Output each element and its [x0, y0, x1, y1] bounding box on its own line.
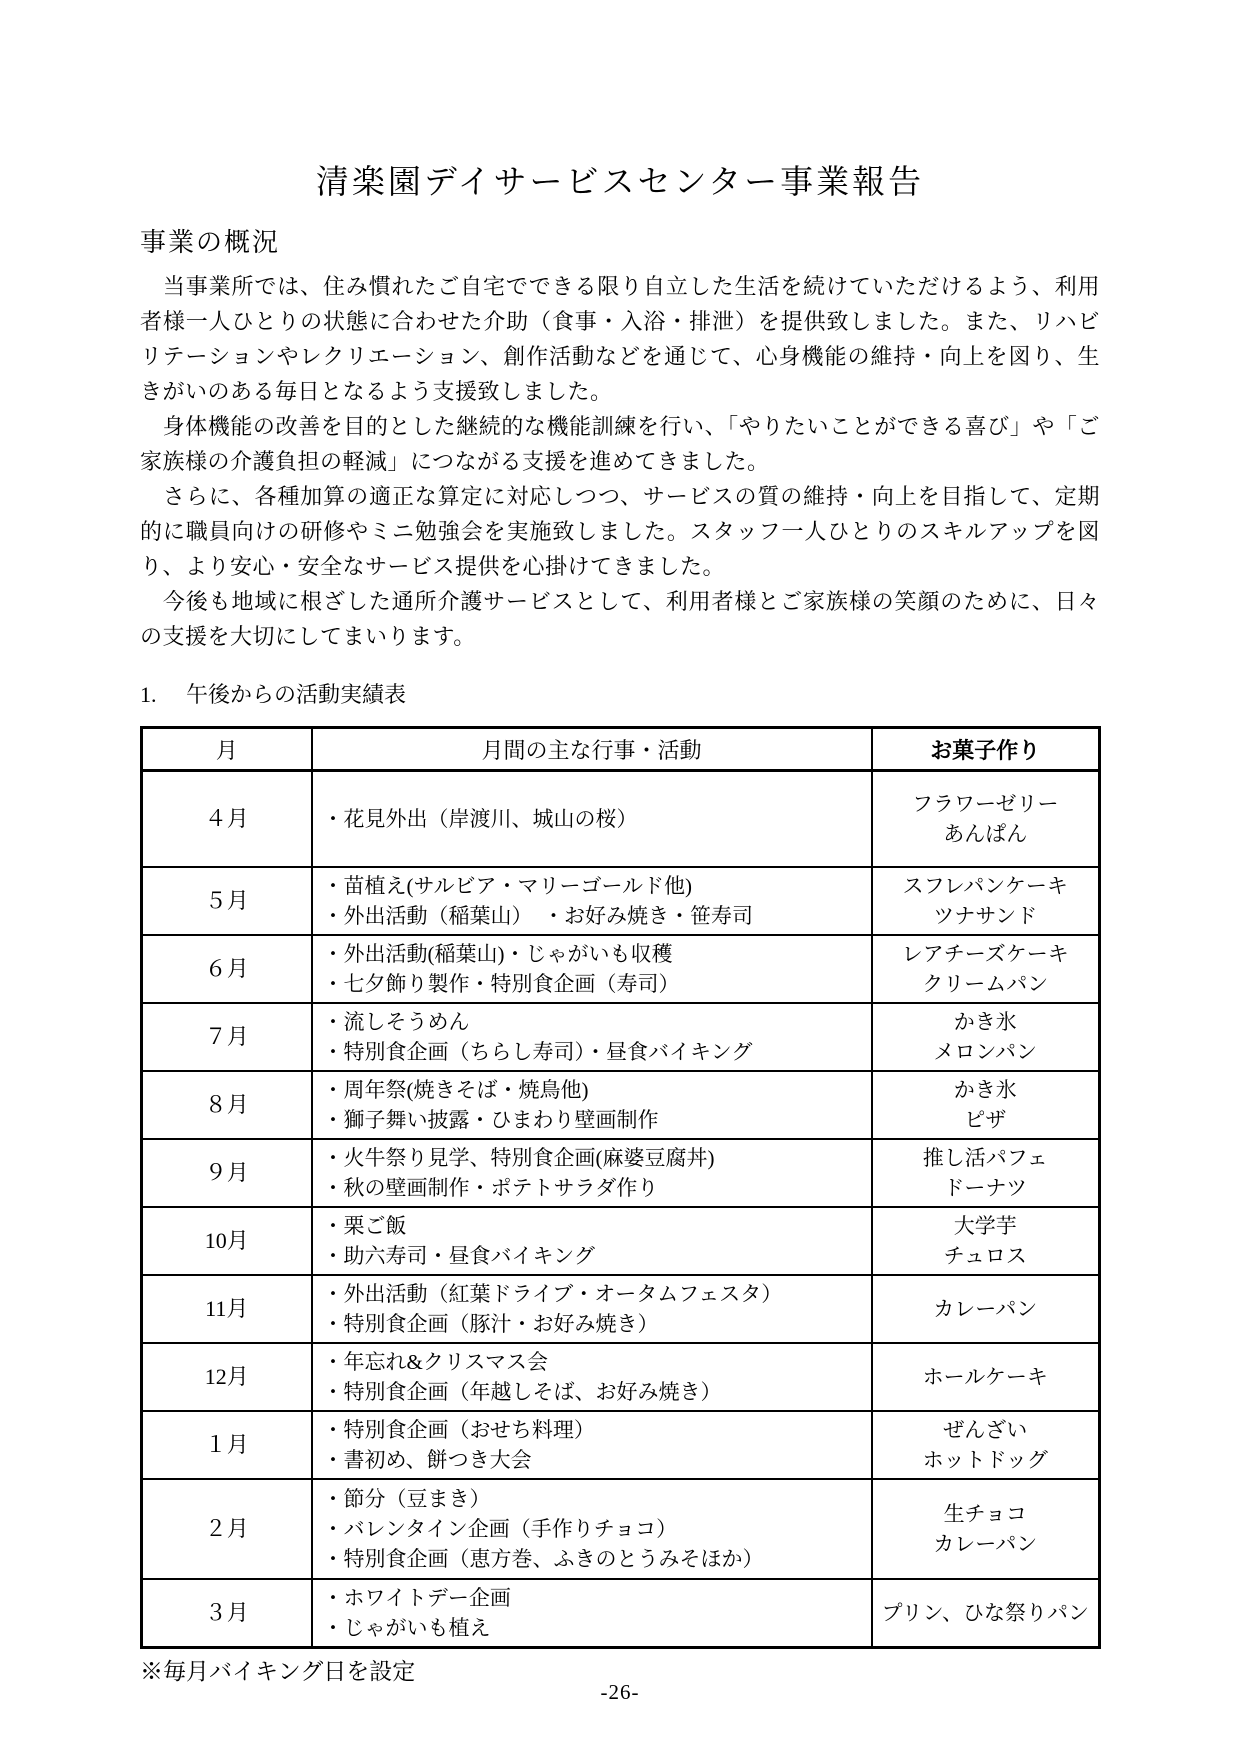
activity-line: ・ホワイトデー企画 [322, 1585, 511, 1610]
sweets-cell [872, 1411, 1100, 1479]
sweets-cell [872, 867, 1100, 935]
month-cell: 10月 [142, 1207, 312, 1275]
table-row [142, 1411, 1100, 1479]
table-body [142, 771, 1100, 1648]
sweets-cell [872, 1071, 1100, 1139]
activities-cell [312, 1003, 872, 1071]
list-number: 1. [140, 682, 157, 708]
paragraph: さらに、各種加算の適正な算定に対応しつつ、サービスの質の維持・向上を目指して、定期的に職員向けの研修やミニ勉強会を実施致しました。スタッフ一人ひとりのスキルアップを図り、より安心・安全なサービス提供を心掛けてきました。 [140, 484, 1100, 580]
sweets-cell [872, 1579, 1100, 1648]
month-cell: ６月 [142, 935, 312, 1003]
sweet-line: ツナサンド [933, 903, 1038, 928]
table-row [142, 1207, 1100, 1275]
month-cell: ７月 [142, 1003, 312, 1071]
activity-line: ・秋の壁画制作・ポテトサラダ作り [322, 1175, 659, 1200]
table-row [142, 1343, 1100, 1411]
activity-line: ・特別食企画（恵方巻、ふきのとうみそほか） [322, 1546, 764, 1571]
activity-line: ・花見外出（岸渡川、城山の桜） [322, 806, 638, 831]
sweet-line: ドーナツ [943, 1175, 1028, 1200]
table-row [142, 1071, 1100, 1139]
sweet-line: フラワーゼリー [911, 791, 1059, 816]
month-cell: ４月 [142, 771, 312, 867]
sweet-line: 生チョコ [943, 1501, 1027, 1526]
header-sweets: お菓子作り [872, 728, 1100, 771]
activity-line: ・バレンタイン企画（手作りチョコ） [322, 1516, 678, 1541]
table-row [142, 1003, 1100, 1071]
sweet-line: ぜんざい [943, 1417, 1028, 1442]
month-cell: 12月 [142, 1343, 312, 1411]
table-header [142, 728, 1100, 771]
sweets-cell [872, 1139, 1100, 1207]
activity-line: ・七夕飾り製作・特別食企画（寿司） [322, 971, 680, 996]
header-activities: 月間の主な行事・活動 [312, 728, 872, 771]
activity-line: ・栗ご飯 [322, 1213, 407, 1238]
activity-line: ・じゃがいも植え [322, 1615, 491, 1640]
activity-line: ・特別食企画（豚汁・お好み焼き） [322, 1311, 659, 1336]
table-row [142, 771, 1100, 867]
activities-cell [312, 771, 872, 867]
activity-line: ・節分（豆まき） [322, 1486, 491, 1511]
activity-table [140, 726, 1101, 1649]
sweet-line: メロンパン [933, 1039, 1038, 1064]
activity-line: ・外出活動（紅葉ドライブ・オータムフェスタ） [322, 1281, 783, 1306]
month-cell: ５月 [142, 867, 312, 935]
sweet-line: プリン、ひな祭りパン [881, 1600, 1089, 1625]
month-cell: 11月 [142, 1275, 312, 1343]
activities-cell [312, 1207, 872, 1275]
table-row [142, 1139, 1100, 1207]
activity-line: ・特別食企画（ちらし寿司）・昼食バイキング [322, 1039, 753, 1064]
list-label: 午後からの活動実績表 [186, 682, 407, 708]
sweets-cell [872, 1275, 1100, 1343]
sweets-cell [872, 771, 1100, 867]
sweet-line: カレーパン [933, 1531, 1038, 1556]
sweet-line: スフレパンケーキ [902, 873, 1068, 898]
overview-paragraphs [140, 269, 1100, 654]
activities-cell [312, 867, 872, 935]
activities-cell [312, 1579, 872, 1648]
activities-cell [312, 935, 872, 1003]
page-title: 清楽園デイサービスセンター事業報告 [315, 165, 925, 201]
activities-cell [312, 1071, 872, 1139]
sweet-line: ホットドッグ [922, 1447, 1048, 1472]
activities-cell [312, 1275, 872, 1343]
activity-line: ・流しそうめん [322, 1009, 470, 1034]
table-row [142, 1479, 1100, 1579]
numbered-list-item [140, 680, 1100, 710]
sweet-line: ピザ [964, 1107, 1007, 1132]
activity-line: ・年忘れ&クリスマス会 [322, 1349, 548, 1374]
table-row [142, 867, 1100, 935]
section-heading: 事業の概況 [140, 228, 281, 258]
activity-line: ・火牛祭り見学、特別食企画(麻婆豆腐丼) [322, 1145, 715, 1170]
month-cell: ３月 [142, 1579, 312, 1648]
table-row [142, 1275, 1100, 1343]
sweet-line: 推し活パフェ [922, 1145, 1048, 1170]
activities-cell [312, 1479, 872, 1579]
sweets-cell [872, 1207, 1100, 1275]
paragraph: 今後も地域に根ざした通所介護サービスとして、利用者様とご家族様の笑顔のために、日々の支援を大切にしてまいります。 [140, 589, 1100, 650]
paragraph: 身体機能の改善を目的とした継続的な機能訓練を行い、「やりたいことができる喜び」や「ご家族様の介護負担の軽減」につながる支援を進めてきました。 [140, 414, 1100, 475]
activity-line: ・周年祭(焼きそば・焼鳥他) [322, 1077, 589, 1102]
activities-cell [312, 1411, 872, 1479]
sweet-line: チュロス [943, 1243, 1027, 1268]
page-number: -26- [600, 1680, 640, 1704]
activity-line: ・外出活動（稲葉山） ・お好み焼き・笹寿司 [322, 903, 753, 928]
activity-line: ・書初め、餅つき大会 [322, 1447, 532, 1472]
activity-line: ・特別食企画（年越しそば、お好み焼き） [322, 1379, 722, 1404]
sweet-line: かき氷 [953, 1009, 1017, 1034]
activities-cell [312, 1139, 872, 1207]
table-row [142, 1579, 1100, 1648]
sweet-line: 大学芋 [953, 1213, 1017, 1238]
sweets-cell [872, 935, 1100, 1003]
activity-line: ・外出活動(稲葉山)・じゃがいも収穫 [322, 941, 673, 966]
month-cell: ９月 [142, 1139, 312, 1207]
sweet-line: ホールケーキ [922, 1364, 1048, 1389]
table-note: ※毎月バイキング日を設定 [140, 1658, 416, 1684]
activity-line: ・獅子舞い披露・ひまわり壁画制作 [322, 1107, 659, 1132]
activity-line: ・苗植え(サルビア・マリーゴールド他) [322, 873, 693, 898]
header-month: 月 [142, 728, 312, 771]
table-header-row [142, 728, 1100, 771]
activities-cell [312, 1343, 872, 1411]
sweet-line: クリームパン [922, 971, 1049, 996]
activity-line: ・特別食企画（おせち料理） [322, 1417, 595, 1442]
sweets-cell [872, 1003, 1100, 1071]
sweet-line: あんぱん [943, 821, 1028, 846]
month-cell: ８月 [142, 1071, 312, 1139]
sweet-line: かき氷 [953, 1077, 1017, 1102]
month-cell: １月 [142, 1411, 312, 1479]
sweet-line: レアチーズケーキ [901, 941, 1069, 966]
activity-line: ・助六寿司・昼食バイキング [322, 1243, 595, 1268]
table-row [142, 935, 1100, 1003]
month-cell: ２月 [142, 1479, 312, 1579]
paragraph: 当事業所では、住み慣れたご自宅でできる限り自立した生活を続けていただけるよう、利用者様一人ひとりの状態に合わせた介助（食事・入浴・排泄）を提供致しました。また、リハビリテーションやレクリエーション、創作活動などを通じて、心身機能の維持・向上を図り、生きがいのある毎日となるよう支援致しました。 [140, 274, 1100, 405]
sweets-cell [872, 1479, 1100, 1579]
sweets-cell [872, 1343, 1100, 1411]
sweet-line: カレーパン [933, 1296, 1038, 1321]
